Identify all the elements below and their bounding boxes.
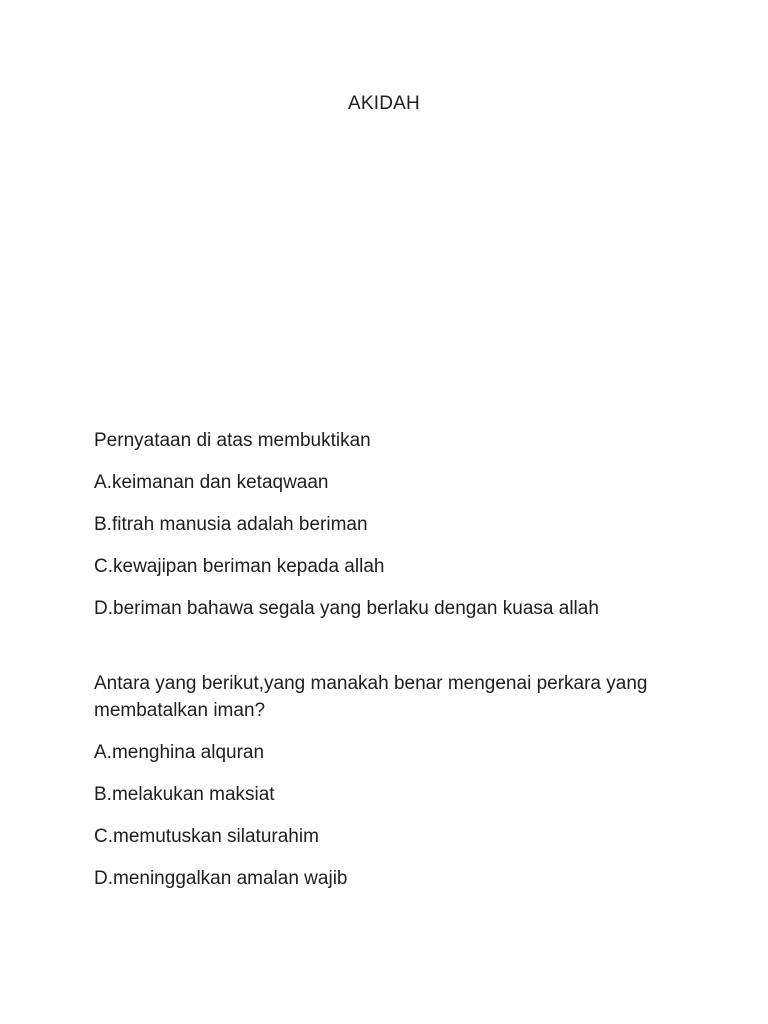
question2-option-b: B.melakukan maksiat (94, 784, 275, 805)
question1-option-d: D.beriman bahawa segala yang berlaku dengan kuasa allah (94, 598, 599, 619)
question2-prompt (94, 670, 694, 724)
question2-option-c: C.memutuskan silaturahim (94, 826, 319, 847)
question2-option-a: A.menghina alquran (94, 742, 265, 763)
question1-option-c: C.kewajipan beriman kepada allah (94, 556, 385, 577)
question1-option-b: B.fitrah manusia adalah beriman (94, 514, 368, 535)
question1-prompt: Pernyataan di atas membuktikan (94, 430, 371, 451)
document-body (94, 427, 694, 907)
question2-option-d: D.meninggalkan amalan wajib (94, 868, 348, 889)
document-title: AKIDAH (348, 93, 420, 114)
question2-prompt-line1: Antara yang berikut,yang manakah benar mengenai perkara yang (94, 673, 648, 694)
question2-prompt-line2: membatalkan iman? (94, 700, 266, 721)
question1-option-a: A.keimanan dan ketaqwaan (94, 472, 329, 493)
